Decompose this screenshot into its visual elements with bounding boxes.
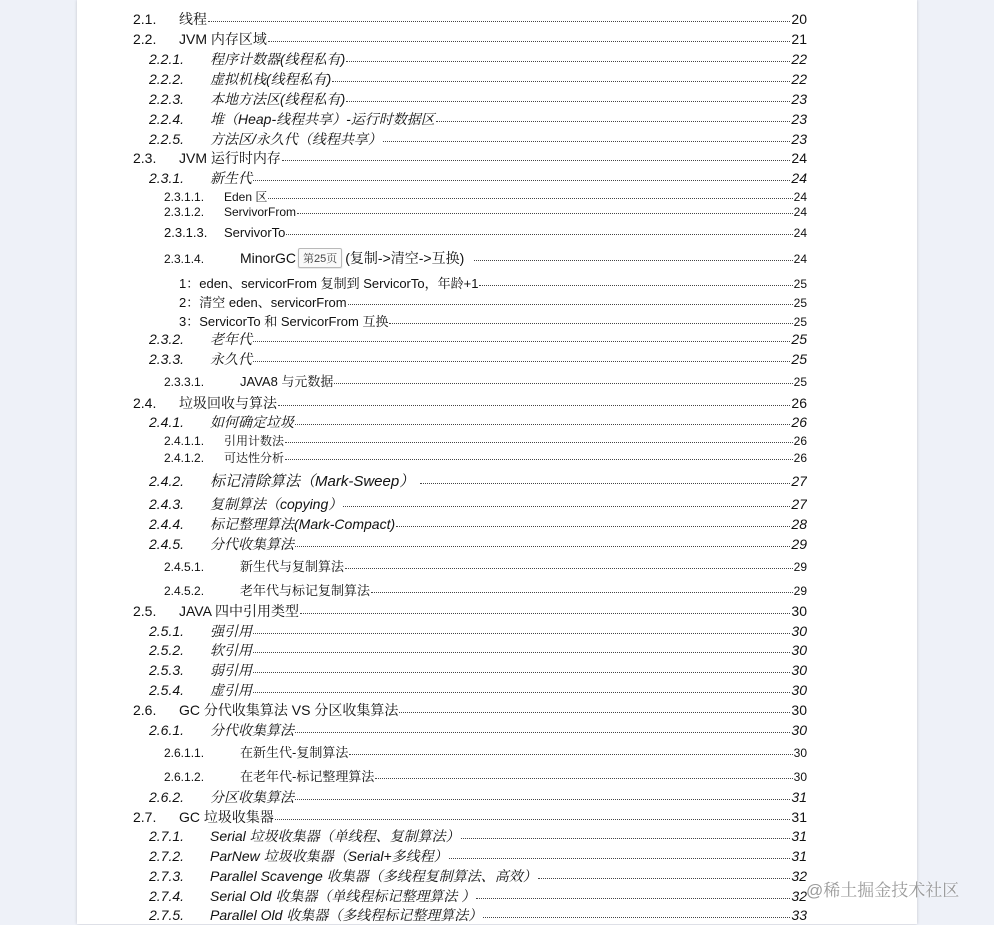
toc-entry[interactable]: 2.5.1. 强引用 30 bbox=[149, 623, 807, 639]
toc-entry[interactable]: 2.6.1. 分代收集算法 30 bbox=[149, 722, 807, 738]
toc-entry[interactable]: 2.3.1.3. ServivorTo 24 bbox=[164, 225, 807, 240]
toc-entry[interactable]: 2.3.3.1. JAVA8 与元数据 25 bbox=[164, 374, 807, 389]
toc-entry[interactable]: 2.2.2. 虚拟机栈(线程私有) 22 bbox=[149, 71, 807, 87]
toc-entry[interactable]: 2.5.4. 虚引用 30 bbox=[149, 682, 807, 698]
toc-entry[interactable]: 2.5.2. 软引用 30 bbox=[149, 642, 807, 658]
toc-entry[interactable]: 2.6. GC 分代收集算法 VS 分区收集算法 30 bbox=[133, 702, 807, 718]
toc-entry[interactable]: 2.6.1.1. 在新生代-复制算法 30 bbox=[164, 745, 807, 760]
toc-entry[interactable]: 2.4.2. 标记清除算法（Mark-Sweep） 27 bbox=[149, 473, 807, 490]
toc-entry[interactable]: 2.1. 线程 20 bbox=[133, 11, 807, 27]
toc-entry[interactable]: 2.6.1.2. 在老年代-标记整理算法 30 bbox=[164, 769, 807, 784]
toc-entry[interactable]: 2.7.3. Parallel Scavenge 收集器（多线程复制算法、高效） 32 bbox=[149, 868, 807, 884]
document-page bbox=[77, 0, 917, 924]
toc-entry[interactable]: 2.2.4. 堆（Heap-线程共享）-运行时数据区 23 bbox=[149, 111, 807, 127]
toc-entry[interactable]: 2.4.1.2. 可达性分析 26 bbox=[164, 451, 807, 465]
watermark: @稀土掘金技术社区 bbox=[806, 881, 960, 900]
toc-entry[interactable]: 2.2.3. 本地方法区(线程私有) 23 bbox=[149, 91, 807, 107]
toc-entry[interactable]: 1：eden、servicorFrom 复制到 ServicorTo，年龄+1 25 bbox=[179, 276, 807, 291]
toc-entry[interactable]: 2.4.5. 分代收集算法 29 bbox=[149, 536, 807, 552]
toc-entry[interactable]: 2.3.3. 永久代 25 bbox=[149, 351, 807, 367]
toc-entry[interactable]: 2.5. JAVA 四中引用类型 30 bbox=[133, 603, 807, 619]
page-indicator-tooltip: 第25页 bbox=[298, 248, 342, 268]
toc-entry[interactable]: 2.6.2. 分区收集算法 31 bbox=[149, 789, 807, 805]
toc-entry[interactable]: 2.7. GC 垃圾收集器 31 bbox=[133, 809, 807, 825]
toc-entry[interactable]: 3：ServicorTo 和 ServicorFrom 互换 25 bbox=[179, 314, 807, 329]
toc-entry[interactable]: 2.3.1.1. Eden 区 24 bbox=[164, 190, 807, 204]
toc-entry[interactable]: 2：清空 eden、servicorFrom 25 bbox=[179, 295, 807, 310]
toc-entry[interactable]: 2.7.2. ParNew 垃圾收集器（Serial+多线程） 31 bbox=[149, 848, 807, 864]
toc-entry[interactable]: 2.3. JVM 运行时内存 24 bbox=[133, 150, 807, 166]
table-of-contents bbox=[77, 0, 917, 924]
toc-entry[interactable]: 2.3.1.2. ServivorFrom 24 bbox=[164, 205, 807, 219]
toc-entry[interactable]: 2.4.4. 标记整理算法(Mark-Compact) 28 bbox=[149, 516, 807, 532]
toc-entry[interactable]: 2.7.5. Parallel Old 收集器（多线程标记整理算法） 33 bbox=[149, 907, 807, 923]
toc-entry[interactable]: 2.7.1. Serial 垃圾收集器（单线程、复制算法） 31 bbox=[149, 828, 807, 844]
toc-entry[interactable]: 2.4.3. 复制算法（copying） 27 bbox=[149, 496, 807, 512]
toc-entry[interactable]: 2.2.1. 程序计数器(线程私有) 22 bbox=[149, 51, 807, 67]
toc-entry[interactable]: 2.4.5.1. 新生代与复制算法 29 bbox=[164, 559, 807, 574]
toc-entry[interactable]: 2.4. 垃圾回收与算法 26 bbox=[133, 395, 807, 411]
toc-entry[interactable]: 2.2. JVM 内存区域 21 bbox=[133, 31, 807, 47]
toc-entry[interactable]: 2.3.1. 新生代 24 bbox=[149, 170, 807, 186]
toc-entry[interactable]: 2.3.2. 老年代 25 bbox=[149, 331, 807, 347]
toc-entry[interactable]: 2.4.5.2. 老年代与标记复制算法 29 bbox=[164, 583, 807, 598]
toc-entry[interactable]: 2.7.4. Serial Old 收集器（单线程标记整理算法 ） 32 bbox=[149, 888, 807, 904]
toc-entry[interactable]: 2.4.1.1. 引用计数法 26 bbox=[164, 434, 807, 448]
toc-entry[interactable]: 2.3.1.4. MinorGC 第25页 (复制->清空->互换) 24 bbox=[164, 250, 807, 266]
toc-entry[interactable]: 2.4.1. 如何确定垃圾 26 bbox=[149, 414, 807, 430]
toc-entry[interactable]: 2.5.3. 弱引用 30 bbox=[149, 662, 807, 678]
toc-entry[interactable]: 2.2.5. 方法区/永久代（线程共享） 23 bbox=[149, 131, 807, 147]
